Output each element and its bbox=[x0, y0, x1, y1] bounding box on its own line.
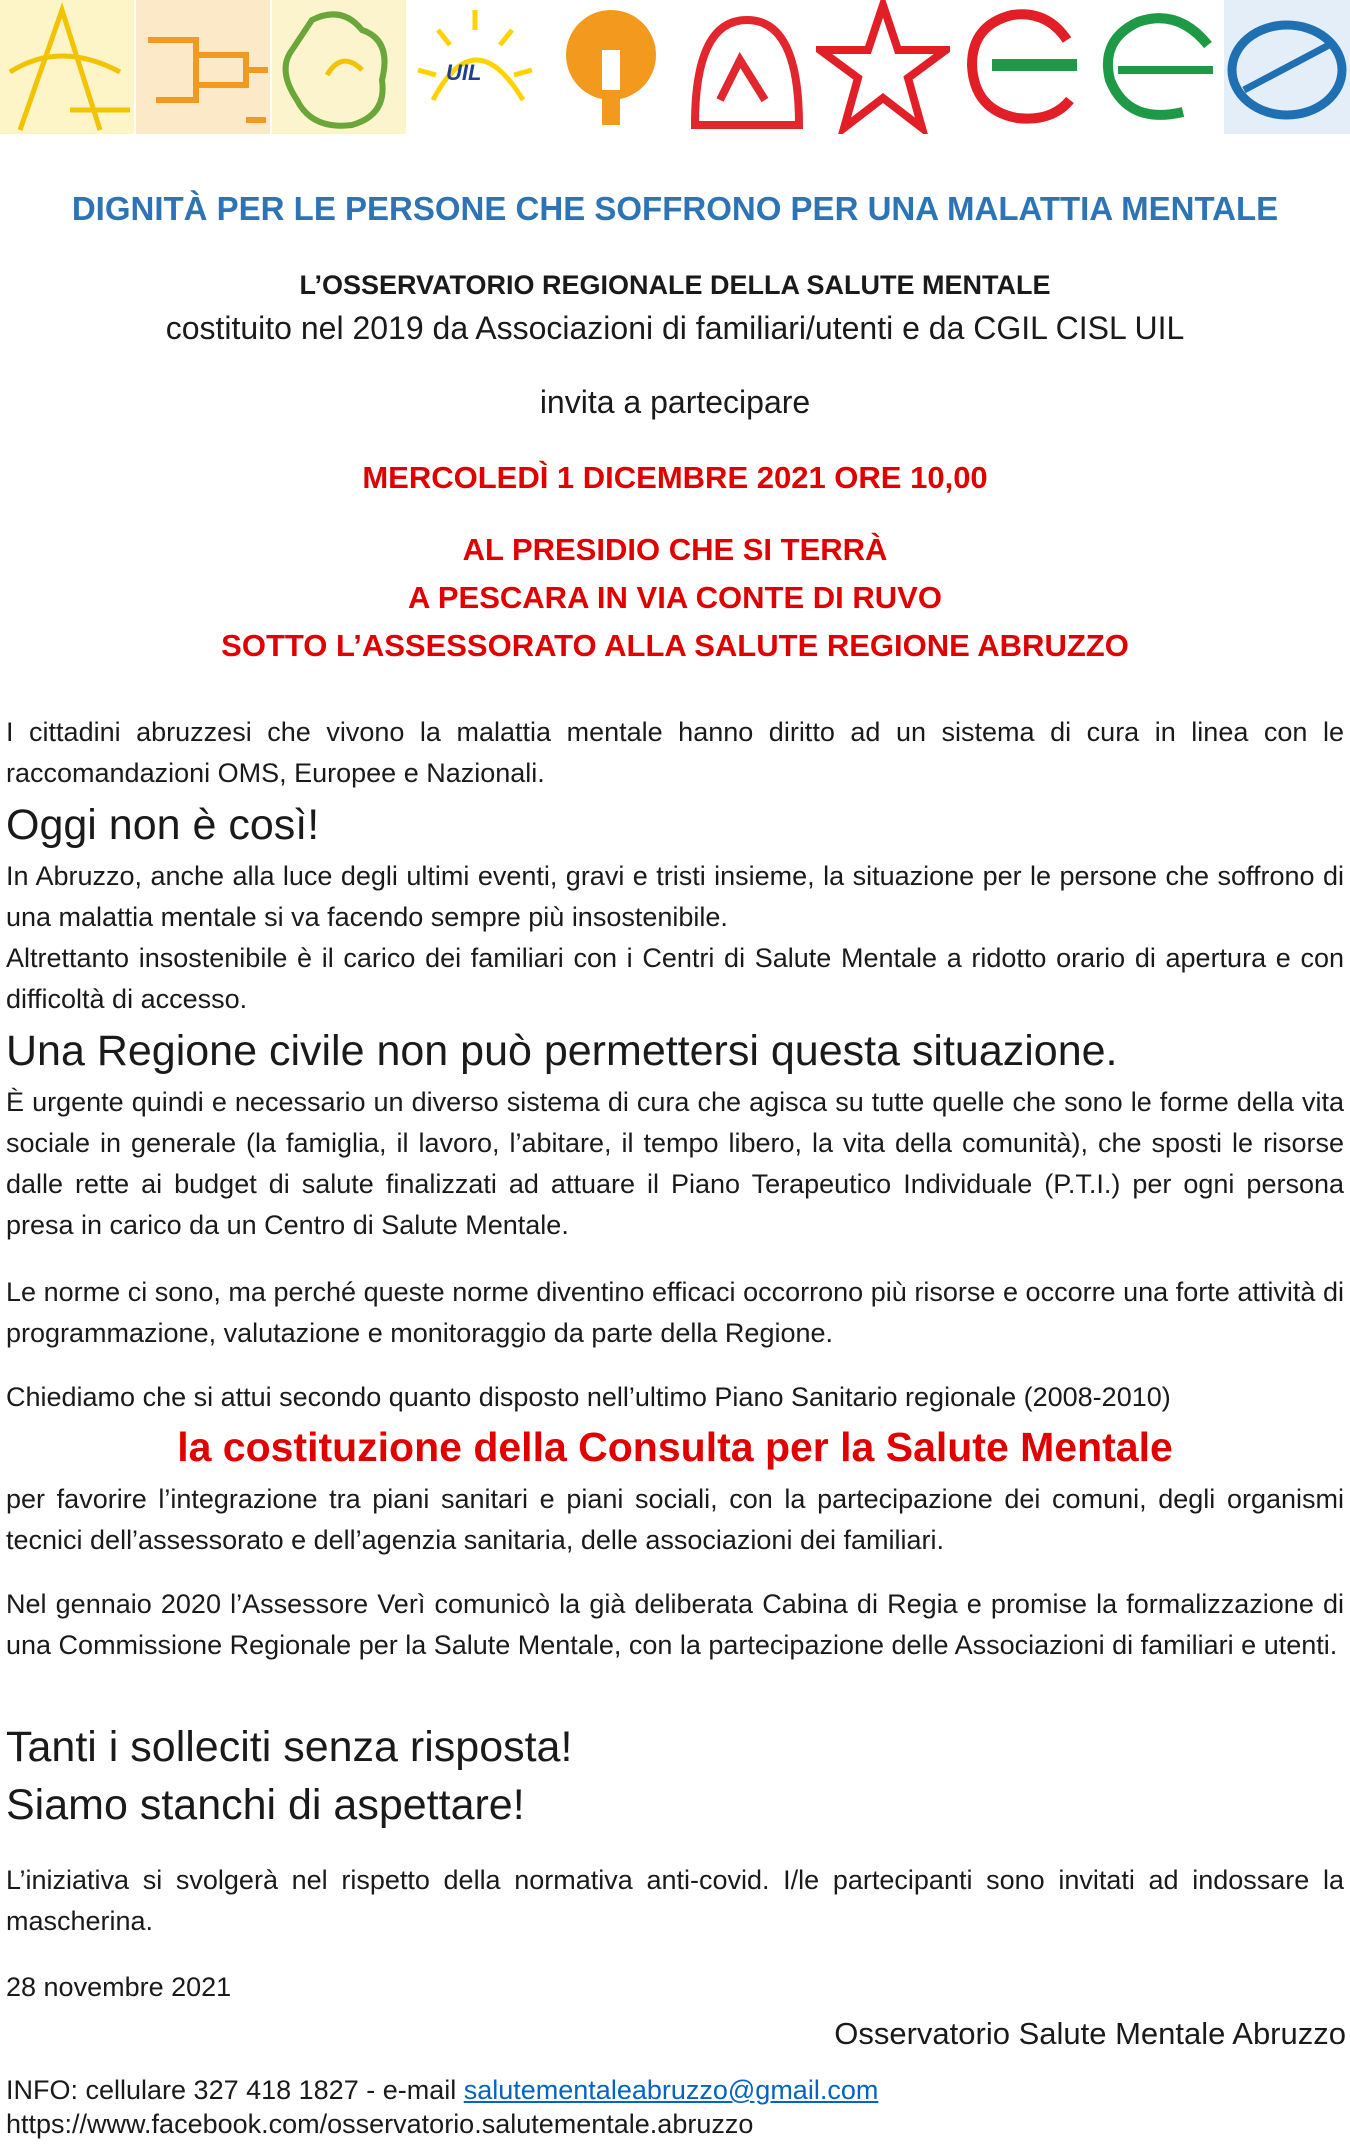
email-link[interactable]: salutementaleabruzzo@gmail.com bbox=[463, 2075, 879, 2105]
facebook-link[interactable]: https://www.facebook.com/osservatorio.salutementale.abruzzo bbox=[6, 2109, 754, 2139]
org-subtitle: costituito nel 2019 da Associazioni di familiari/utenti e da CGIL CISL UIL bbox=[165, 310, 1185, 346]
headline-not-so: Oggi non è così! bbox=[6, 801, 320, 849]
info-phone: INFO: cellulare 327 418 1827 - e-mail bbox=[6, 2075, 464, 2105]
org-name: L’OSSERVATORIO REGIONALE DELLA SALUTE MENTALE bbox=[299, 270, 1051, 300]
paragraph-rights: I cittadini abruzzesi che vivono la malattia mentale hanno diritto ad un sistema di cura in linea con le raccomandazioni OMS, Europee e Nazionali. bbox=[6, 717, 1344, 788]
paragraph-request: Chiediamo che si attui secondo quanto disposto nell’ultimo Piano Sanitario regionale (2008-2010) bbox=[6, 1382, 1171, 1412]
signature: Osservatorio Salute Mentale Abruzzo bbox=[834, 2016, 1346, 2051]
paragraph-commission: Nel gennaio 2020 l’Assessore Verì comunicò la già deliberata Cabina di Regia e promise la formalizzazione di una Commissione Regionale per la Salute Mentale, con la partecipazione delle Associazioni di familiari e utenti. bbox=[6, 1589, 1344, 1660]
figure-logo bbox=[544, 0, 678, 134]
document-date: 28 novembre 2021 bbox=[6, 1972, 232, 2002]
star-logo bbox=[816, 0, 950, 134]
paragraph-families: Altrettanto insostenibile è il carico dei familiari con i Centri di Salute Mentale a ridotto orario di apertura e con difficoltà di accesso. bbox=[6, 943, 1344, 1014]
headline-tired: Siamo stanchi di aspettare! bbox=[6, 1781, 525, 1829]
arch-logo bbox=[680, 0, 814, 134]
event-place-line-3: SOTTO L’ASSESSORATO ALLA SALUTE REGIONE ABRUZZO bbox=[221, 628, 1129, 663]
cgil-green-logo bbox=[1088, 0, 1222, 134]
logo-strip bbox=[0, 0, 1350, 134]
triangle-logo bbox=[0, 0, 134, 134]
cgil-logo bbox=[952, 0, 1086, 134]
event-place-line-2: A PESCARA IN VIA CONTE DI RUVO bbox=[408, 580, 942, 615]
key-logo bbox=[136, 0, 270, 134]
paragraph-urgent: È urgente quindi e necessario un diverso sistema di cura che agisca su tutte quelle che sono le forme della vita sociale in generale (la famiglia, il lavoro, l’abitare, il tempo libero, la vita della comunità), che sposti le risorse dalle rette ai budget di salute finalizzati ad attuare il Piano Terapeutico Individuale (P.T.I.) per ogni persona presa in carico da un Centro di Salute Mentale. bbox=[6, 1087, 1344, 1240]
oval-logo bbox=[1224, 0, 1350, 134]
paragraph-integration: per favorire l’integrazione tra piani sanitari e piani sociali, con la partecipazione dei comuni, degli organismi tecnici dell’assessorato e dell’agenzia sanitaria, delle associazioni dei familiari. bbox=[6, 1484, 1344, 1555]
info-line bbox=[6, 2074, 878, 2106]
region-map-logo bbox=[272, 0, 406, 134]
event-date: MERCOLEDÌ 1 DICEMBRE 2021 ORE 10,00 bbox=[362, 460, 988, 495]
svg-text:UIL: UIL bbox=[446, 60, 482, 85]
paragraph-norms: Le norme ci sono, ma perché queste norme diventino efficaci occorrono più risorse e occorre una forte attività di programmazione, valutazione e monitoraggio da parte della Regione. bbox=[6, 1277, 1344, 1348]
headline-reminders: Tanti i solleciti senza risposta! bbox=[6, 1723, 573, 1771]
paragraph-covid: L’iniziativa si svolgerà nel rispetto della normativa anti-covid. I/le partecipanti sono invitati ad indossare la mascherina. bbox=[6, 1865, 1344, 1936]
consulta-headline: la costituzione della Consulta per la Salute Mentale bbox=[177, 1424, 1173, 1470]
page-title: DIGNITÀ PER LE PERSONE CHE SOFFRONO PER UNA MALATTIA MENTALE bbox=[71, 190, 1279, 227]
invite-text: invita a partecipare bbox=[539, 384, 811, 420]
paragraph-abruzzo: In Abruzzo, anche alla luce degli ultimi eventi, gravi e tristi insieme, la situazione per le persone che soffrono di una malattia mentale si va facendo sempre più insostenibile. bbox=[6, 861, 1344, 932]
headline-region: Una Regione civile non può permettersi questa situazione. bbox=[6, 1027, 1118, 1075]
event-place-line-1: AL PRESIDIO CHE SI TERRÀ bbox=[462, 532, 888, 567]
sun-logo bbox=[408, 0, 542, 134]
